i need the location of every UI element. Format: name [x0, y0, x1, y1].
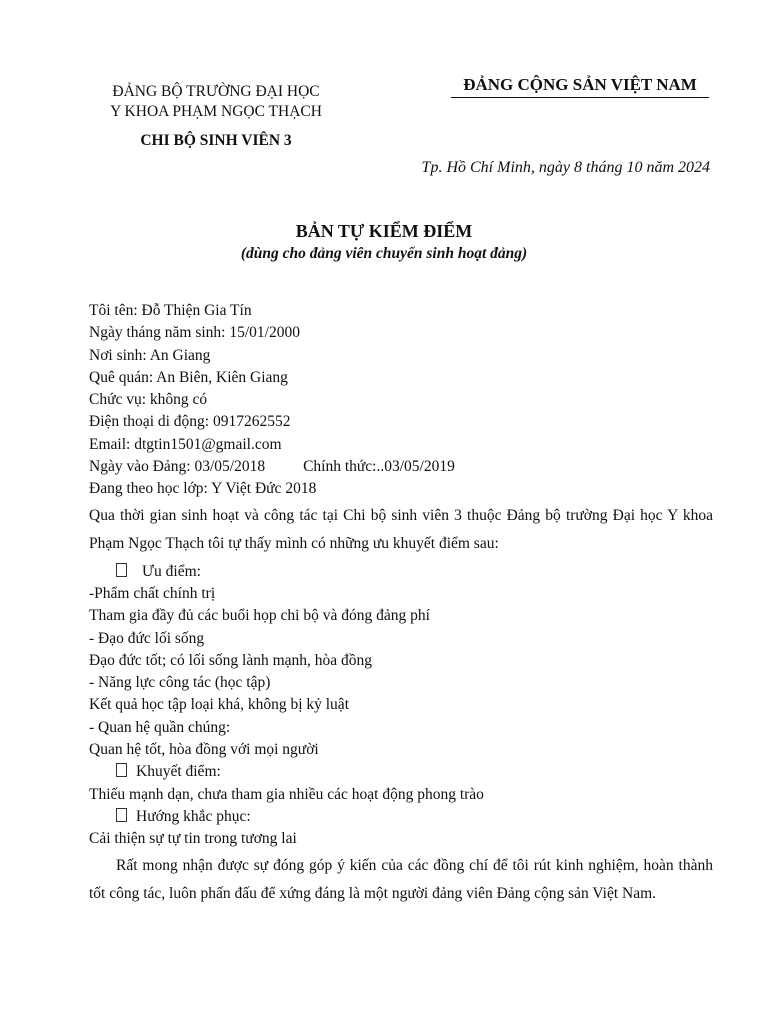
remedy-heading-label: Hướng khắc phục:: [136, 807, 251, 825]
document-subtitle: (dùng cho đảng viên chuyển sinh hoạt đảng): [240, 245, 528, 262]
organization-header: [84, 82, 348, 151]
strength-item: Tham gia đầy đủ các buổi họp chi bộ và đóng đảng phí: [89, 607, 430, 625]
remedy-heading: [89, 806, 713, 828]
info-phone: Điện thoại di động: 0917262552: [89, 413, 291, 431]
document-title: BẢN TỰ KIỂM ĐIỂM: [295, 221, 473, 241]
party-name: ĐẢNG CỘNG SẢN VIỆT NAM: [463, 75, 697, 94]
info-hometown: Quê quán: An Biên, Kiên Giang: [89, 368, 288, 386]
info-official-date: Chính thức:..03/05/2019: [303, 458, 455, 476]
checkbox-bullet-icon: [116, 808, 127, 822]
party-underline: [451, 97, 709, 98]
strength-item: -Phẩm chất chính trị: [89, 584, 216, 602]
weaknesses-heading-label: Khuyết điểm:: [136, 763, 221, 781]
info-name: Tôi tên: Đỗ Thiện Gia Tín: [89, 302, 252, 319]
strengths-heading-label: Ưu điểm:: [142, 562, 201, 580]
party-header: [450, 74, 710, 98]
info-party-dates: [89, 456, 713, 478]
strengths-heading: [89, 561, 713, 583]
org-line-1: ĐẢNG BỘ TRƯỜNG ĐẠI HỌC: [112, 83, 320, 100]
strength-item: Đạo đức tốt; có lối sống lành mạnh, hòa đồng: [89, 651, 373, 669]
closing-paragraph: Rất mong nhận được sự đóng góp ý kiến của các đồng chí để tôi rút kinh nghiệm, hoàn thành tốt công tác, luôn phấn đấu để xứng đáng là một người đảng viên Đảng cộng sản Việt Nam.: [89, 856, 713, 902]
info-dob: Ngày tháng năm sinh: 15/01/2000: [89, 324, 300, 342]
info-email: Email: dtgtin1501@gmail.com: [89, 435, 282, 453]
weaknesses-heading: [89, 761, 713, 783]
strength-item: - Năng lực công tác (học tập): [89, 674, 271, 692]
checkbox-bullet-icon: [116, 563, 127, 577]
info-birthplace: Nơi sinh: An Giang: [89, 346, 211, 364]
info-join-date: Ngày vào Đảng: 03/05/2018: [89, 458, 266, 476]
org-line-2: Y KHOA PHẠM NGỌC THẠCH: [110, 103, 322, 120]
weaknesses-text: Thiếu mạnh dạn, chưa tham gia nhiều các hoạt động phong trào: [89, 785, 484, 803]
unit-name: CHI BỘ SINH VIÊN 3: [140, 132, 292, 149]
checkbox-bullet-icon: [116, 763, 127, 777]
document-body: [89, 300, 713, 908]
intro-paragraph: Qua thời gian sinh hoạt và công tác tại Chi bộ sinh viên 3 thuộc Đảng bộ trường Đại học Y khoa Phạm Ngọc Thạch tôi tự thấy mình có những ưu khuyết điểm sau:: [89, 506, 713, 552]
strength-item: Kết quả học tập loại khá, không bị kỷ luật: [89, 696, 349, 714]
strength-item: Quan hệ tốt, hòa đồng với mọi người: [89, 741, 319, 759]
info-class: Đang theo học lớp: Y Việt Đức 2018: [89, 480, 317, 498]
place-date: Tp. Hồ Chí Minh, ngày 8 tháng 10 năm 2024: [421, 159, 710, 176]
remedy-text: Cải thiện sự tự tin trong tương lai: [89, 830, 297, 848]
strength-item: - Quan hệ quần chúng:: [89, 718, 231, 736]
info-position: Chức vụ: không có: [89, 391, 208, 409]
strength-item: - Đạo đức lối sống: [89, 629, 205, 647]
